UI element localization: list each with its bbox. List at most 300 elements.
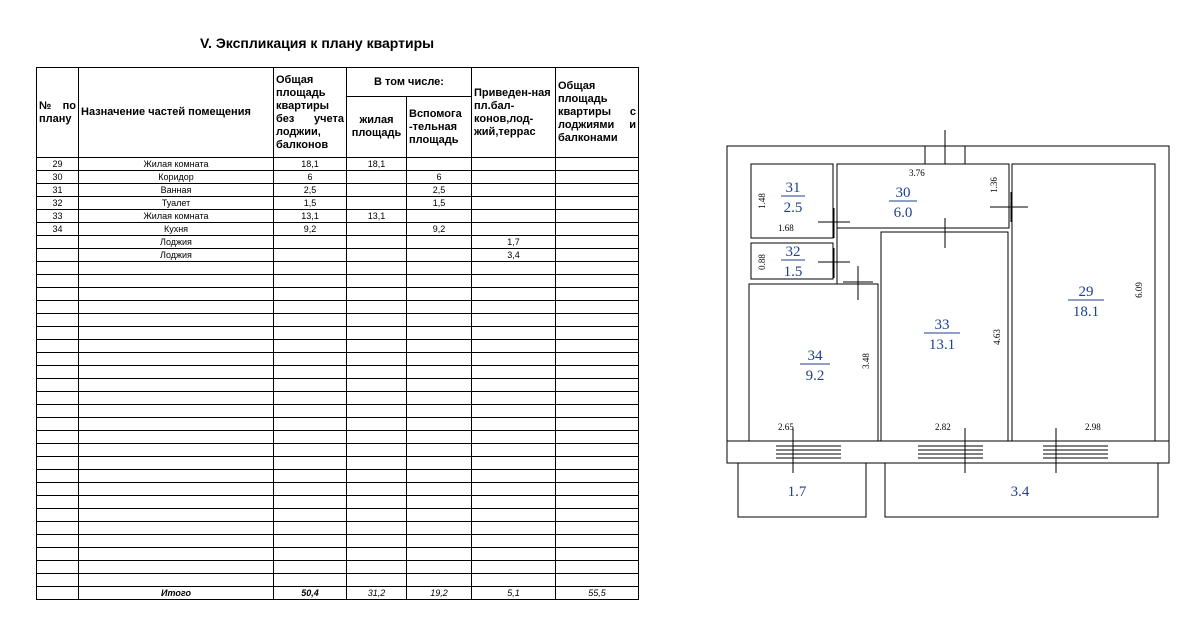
empty-cell <box>556 418 639 431</box>
room-30-number: 30 <box>895 185 911 201</box>
row-num: 33 <box>37 210 79 223</box>
empty-cell <box>472 470 556 483</box>
empty-cell <box>472 535 556 548</box>
room-30-area: 6.0 <box>893 205 913 221</box>
empty-cell <box>347 405 407 418</box>
table-row-empty <box>37 418 639 431</box>
empty-cell <box>347 314 407 327</box>
empty-cell <box>79 301 274 314</box>
row-total: 6 <box>274 171 347 184</box>
empty-cell <box>37 509 79 522</box>
row-total-with <box>556 223 639 236</box>
floor-plan <box>720 125 1180 525</box>
table-row-empty <box>37 509 639 522</box>
row-living <box>347 184 407 197</box>
empty-cell <box>407 548 472 561</box>
table-row-empty <box>37 262 639 275</box>
empty-cell <box>37 392 79 405</box>
empty-cell <box>274 509 347 522</box>
empty-cell <box>556 405 639 418</box>
empty-cell <box>407 444 472 457</box>
empty-cell <box>556 470 639 483</box>
empty-cell <box>79 353 274 366</box>
row-aux <box>407 249 472 262</box>
empty-cell <box>79 314 274 327</box>
dim-4-63: 4.63 <box>992 329 1002 345</box>
row-name: Коридор <box>79 171 274 184</box>
row-total-with <box>556 236 639 249</box>
row-aux: 9,2 <box>407 223 472 236</box>
empty-cell <box>347 262 407 275</box>
empty-cell <box>472 431 556 444</box>
empty-cell <box>556 483 639 496</box>
table-row-empty <box>37 470 639 483</box>
empty-cell <box>347 457 407 470</box>
empty-cell <box>347 522 407 535</box>
empty-cell <box>274 535 347 548</box>
row-reduced <box>472 158 556 171</box>
table-row <box>37 171 639 184</box>
empty-cell <box>407 496 472 509</box>
table-row-empty <box>37 366 639 379</box>
empty-cell <box>37 522 79 535</box>
empty-cell <box>472 275 556 288</box>
empty-cell <box>556 548 639 561</box>
row-name: Туалет <box>79 197 274 210</box>
row-total: 13,1 <box>274 210 347 223</box>
row-aux <box>407 210 472 223</box>
empty-cell <box>472 353 556 366</box>
table-row <box>37 210 639 223</box>
empty-cell <box>556 457 639 470</box>
empty-cell <box>407 522 472 535</box>
empty-cell <box>274 522 347 535</box>
row-num: 30 <box>37 171 79 184</box>
row-total: 9,2 <box>274 223 347 236</box>
empty-cell <box>407 561 472 574</box>
empty-cell <box>37 535 79 548</box>
empty-cell <box>347 574 407 587</box>
table-row-empty <box>37 301 639 314</box>
empty-cell <box>407 431 472 444</box>
empty-cell <box>347 392 407 405</box>
empty-cell <box>347 353 407 366</box>
door-marks <box>778 130 1071 473</box>
empty-cell <box>274 327 347 340</box>
empty-cell <box>556 379 639 392</box>
empty-cell <box>79 340 274 353</box>
explication-table <box>36 67 639 600</box>
empty-cell <box>37 301 79 314</box>
window-middle <box>918 446 983 458</box>
empty-cell <box>407 392 472 405</box>
table-row-empty <box>37 431 639 444</box>
empty-cell <box>472 483 556 496</box>
empty-cell <box>407 353 472 366</box>
row-total: 2,5 <box>274 184 347 197</box>
table-row-empty <box>37 574 639 587</box>
row-name: Ванная <box>79 184 274 197</box>
table-row-empty <box>37 379 639 392</box>
table-row-empty <box>37 275 639 288</box>
room-29-number: 29 <box>1078 284 1094 300</box>
table-row-empty <box>37 314 639 327</box>
table-row <box>37 184 639 197</box>
dim-3-76: 3.76 <box>909 168 925 178</box>
table-row-empty <box>37 535 639 548</box>
dim-2-82: 2.82 <box>935 422 951 432</box>
empty-cell <box>472 379 556 392</box>
empty-cell <box>407 535 472 548</box>
empty-cell <box>407 262 472 275</box>
empty-cell <box>347 301 407 314</box>
empty-cell <box>79 522 274 535</box>
empty-cell <box>347 275 407 288</box>
empty-cell <box>274 366 347 379</box>
empty-cell <box>556 301 639 314</box>
empty-cell <box>37 366 79 379</box>
empty-cell <box>274 340 347 353</box>
empty-cell <box>79 470 274 483</box>
empty-cell <box>347 483 407 496</box>
totals-living: 31,2 <box>347 587 407 600</box>
empty-cell <box>274 561 347 574</box>
row-reduced <box>472 210 556 223</box>
header-aux-area: Вспомога -тельная площадь <box>407 97 472 158</box>
row-living <box>347 171 407 184</box>
totals-total-with: 55,5 <box>556 587 639 600</box>
empty-cell <box>79 457 274 470</box>
empty-cell <box>37 353 79 366</box>
table-row-empty <box>37 340 639 353</box>
empty-cell <box>37 405 79 418</box>
row-total: 1,5 <box>274 197 347 210</box>
page-title: V. Экспликация к плану квартиры <box>200 35 435 51</box>
empty-cell <box>274 379 347 392</box>
empty-cell <box>79 275 274 288</box>
row-aux: 2,5 <box>407 184 472 197</box>
empty-cell <box>347 340 407 353</box>
row-name: Лоджия <box>79 249 274 262</box>
empty-cell <box>407 574 472 587</box>
empty-cell <box>274 262 347 275</box>
room-33-area: 13.1 <box>928 337 956 353</box>
header-reduced-area: Приведен-ная пл.бал-конов,лод-жий,террас <box>472 68 556 158</box>
header-purpose: Назначение частей помещения <box>79 68 274 158</box>
empty-cell <box>347 444 407 457</box>
empty-cell <box>472 327 556 340</box>
empty-cell <box>347 431 407 444</box>
table-row <box>37 158 639 171</box>
empty-cell <box>79 548 274 561</box>
empty-cell <box>274 431 347 444</box>
totals-label: Итого <box>79 587 274 600</box>
empty-cell <box>556 509 639 522</box>
room-33-number: 33 <box>934 317 950 333</box>
empty-cell <box>37 561 79 574</box>
empty-cell <box>37 457 79 470</box>
empty-cell <box>274 275 347 288</box>
empty-cell <box>274 288 347 301</box>
empty-cell <box>472 522 556 535</box>
row-living <box>347 223 407 236</box>
row-name: Кухня <box>79 223 274 236</box>
row-reduced: 3,4 <box>472 249 556 262</box>
row-total: 18,1 <box>274 158 347 171</box>
row-name: Жилая комната <box>79 158 274 171</box>
empty-cell <box>79 392 274 405</box>
empty-cell <box>407 288 472 301</box>
empty-cell <box>407 327 472 340</box>
row-total-with <box>556 184 639 197</box>
row-total <box>274 236 347 249</box>
dim-2-98: 2.98 <box>1085 422 1101 432</box>
empty-cell <box>274 483 347 496</box>
empty-cell <box>472 509 556 522</box>
row-living <box>347 249 407 262</box>
dim-1-36: 1.36 <box>989 177 999 193</box>
empty-cell <box>347 366 407 379</box>
table-row-empty <box>37 483 639 496</box>
empty-cell <box>37 327 79 340</box>
row-reduced <box>472 171 556 184</box>
dim-6-09: 6.09 <box>1134 282 1144 298</box>
empty-cell <box>37 314 79 327</box>
empty-cell <box>556 574 639 587</box>
empty-cell <box>274 574 347 587</box>
empty-cell <box>472 444 556 457</box>
empty-cell <box>347 418 407 431</box>
row-aux <box>407 236 472 249</box>
empty-cell <box>407 340 472 353</box>
row-total-with <box>556 249 639 262</box>
table-row-empty <box>37 561 639 574</box>
empty-cell <box>79 535 274 548</box>
empty-cell <box>556 444 639 457</box>
empty-cell <box>347 535 407 548</box>
row-total <box>274 249 347 262</box>
empty-cell <box>37 483 79 496</box>
empty-cell <box>79 444 274 457</box>
empty-cell <box>274 353 347 366</box>
row-aux: 1,5 <box>407 197 472 210</box>
empty-cell <box>556 366 639 379</box>
empty-cell <box>37 574 79 587</box>
empty-cell <box>274 301 347 314</box>
dim-3-48: 3.48 <box>861 353 871 369</box>
room-29-outline <box>1012 164 1155 441</box>
empty-cell <box>274 405 347 418</box>
empty-cell <box>472 301 556 314</box>
table-row-empty <box>37 327 639 340</box>
empty-cell <box>556 496 639 509</box>
empty-cell <box>407 418 472 431</box>
room-32-area: 1.5 <box>783 264 803 280</box>
empty-cell <box>407 314 472 327</box>
empty-cell <box>274 418 347 431</box>
table-row-empty <box>37 548 639 561</box>
empty-cell <box>472 340 556 353</box>
row-num <box>37 249 79 262</box>
row-name: Лоджия <box>79 236 274 249</box>
empty-cell <box>37 444 79 457</box>
table-row-empty <box>37 353 639 366</box>
empty-cell <box>37 496 79 509</box>
empty-cell <box>79 288 274 301</box>
empty-cell <box>472 366 556 379</box>
row-reduced <box>472 184 556 197</box>
window-left <box>776 446 841 458</box>
empty-cell <box>274 444 347 457</box>
empty-cell <box>472 288 556 301</box>
dim-0-88: 0.88 <box>757 254 767 270</box>
room-31-number: 31 <box>785 180 801 196</box>
header-num: № по плану <box>37 68 79 158</box>
empty-cell <box>347 561 407 574</box>
empty-cell <box>472 574 556 587</box>
room-29-area: 18.1 <box>1072 304 1100 320</box>
row-reduced <box>472 197 556 210</box>
loggia-right-area: 3.4 <box>1010 484 1030 500</box>
dim-2-65: 2.65 <box>778 422 794 432</box>
empty-cell <box>37 262 79 275</box>
empty-cell <box>79 431 274 444</box>
empty-cell <box>407 483 472 496</box>
empty-cell <box>37 431 79 444</box>
empty-cell <box>37 288 79 301</box>
totals-reduced: 5,1 <box>472 587 556 600</box>
empty-cell <box>472 405 556 418</box>
empty-cell <box>347 327 407 340</box>
empty-cell <box>274 470 347 483</box>
header-living-area: жилая площадь <box>347 97 407 158</box>
empty-cell <box>347 470 407 483</box>
empty-cell <box>347 288 407 301</box>
header-total-area: Общая площадь квартиры без учета лоджии, балконов <box>274 68 347 158</box>
empty-cell <box>407 366 472 379</box>
table-row-empty <box>37 405 639 418</box>
row-living: 13,1 <box>347 210 407 223</box>
row-total-with <box>556 210 639 223</box>
empty-cell <box>37 548 79 561</box>
row-num: 34 <box>37 223 79 236</box>
header-total-with-loggia: Общая площадь квартиры с лоджиями и балконами <box>556 68 639 158</box>
empty-cell <box>472 418 556 431</box>
empty-cell <box>37 340 79 353</box>
dim-1-48: 1.48 <box>757 193 767 209</box>
table-row-empty <box>37 392 639 405</box>
empty-cell <box>79 405 274 418</box>
loggia-left-area: 1.7 <box>787 484 807 500</box>
table-row-empty <box>37 457 639 470</box>
table-row-empty <box>37 444 639 457</box>
empty-cell <box>407 301 472 314</box>
empty-cell <box>556 340 639 353</box>
empty-cell <box>37 470 79 483</box>
empty-cell <box>556 535 639 548</box>
empty-cell <box>79 418 274 431</box>
empty-cell <box>472 561 556 574</box>
empty-cell <box>556 262 639 275</box>
row-total-with <box>556 171 639 184</box>
table-row <box>37 249 639 262</box>
empty-cell <box>79 561 274 574</box>
empty-cell <box>79 574 274 587</box>
table-row <box>37 197 639 210</box>
header-including: В том числе: <box>347 68 472 97</box>
row-aux <box>407 158 472 171</box>
empty-cell <box>79 327 274 340</box>
empty-cell <box>472 548 556 561</box>
empty-cell <box>274 457 347 470</box>
row-total-with <box>556 197 639 210</box>
totals-total: 50,4 <box>274 587 347 600</box>
empty-cell <box>556 561 639 574</box>
row-living <box>347 197 407 210</box>
empty-cell <box>274 548 347 561</box>
table-row-empty <box>37 522 639 535</box>
empty-cell <box>37 379 79 392</box>
empty-cell <box>37 275 79 288</box>
empty-cell <box>407 275 472 288</box>
empty-cell <box>79 366 274 379</box>
row-living <box>347 236 407 249</box>
empty-cell <box>79 509 274 522</box>
empty-cell <box>556 353 639 366</box>
room-34-number: 34 <box>807 348 823 364</box>
empty-cell <box>407 379 472 392</box>
row-reduced: 1,7 <box>472 236 556 249</box>
row-num: 32 <box>37 197 79 210</box>
empty-cell <box>79 262 274 275</box>
empty-cell <box>37 418 79 431</box>
empty-cell <box>556 431 639 444</box>
empty-cell <box>79 496 274 509</box>
row-living: 18,1 <box>347 158 407 171</box>
empty-cell <box>556 288 639 301</box>
row-num: 29 <box>37 158 79 171</box>
table-row-empty <box>37 496 639 509</box>
empty-cell <box>556 392 639 405</box>
empty-cell <box>556 522 639 535</box>
totals-row <box>37 587 639 600</box>
empty-cell <box>274 392 347 405</box>
empty-cell <box>472 457 556 470</box>
table-row-empty <box>37 288 639 301</box>
empty-cell <box>274 496 347 509</box>
empty-cell <box>472 496 556 509</box>
room-31-area: 2.5 <box>783 200 803 216</box>
totals-empty <box>37 587 79 600</box>
table-row <box>37 236 639 249</box>
empty-cell <box>347 496 407 509</box>
empty-cell <box>79 483 274 496</box>
empty-cell <box>556 275 639 288</box>
row-name: Жилая комната <box>79 210 274 223</box>
row-num <box>37 236 79 249</box>
empty-cell <box>556 314 639 327</box>
totals-aux: 19,2 <box>407 587 472 600</box>
empty-cell <box>472 314 556 327</box>
empty-cell <box>472 392 556 405</box>
empty-cell <box>407 457 472 470</box>
room-32-number: 32 <box>785 244 801 260</box>
empty-cell <box>407 470 472 483</box>
row-total-with <box>556 158 639 171</box>
empty-cell <box>472 262 556 275</box>
row-aux: 6 <box>407 171 472 184</box>
room-34-area: 9.2 <box>805 368 825 384</box>
